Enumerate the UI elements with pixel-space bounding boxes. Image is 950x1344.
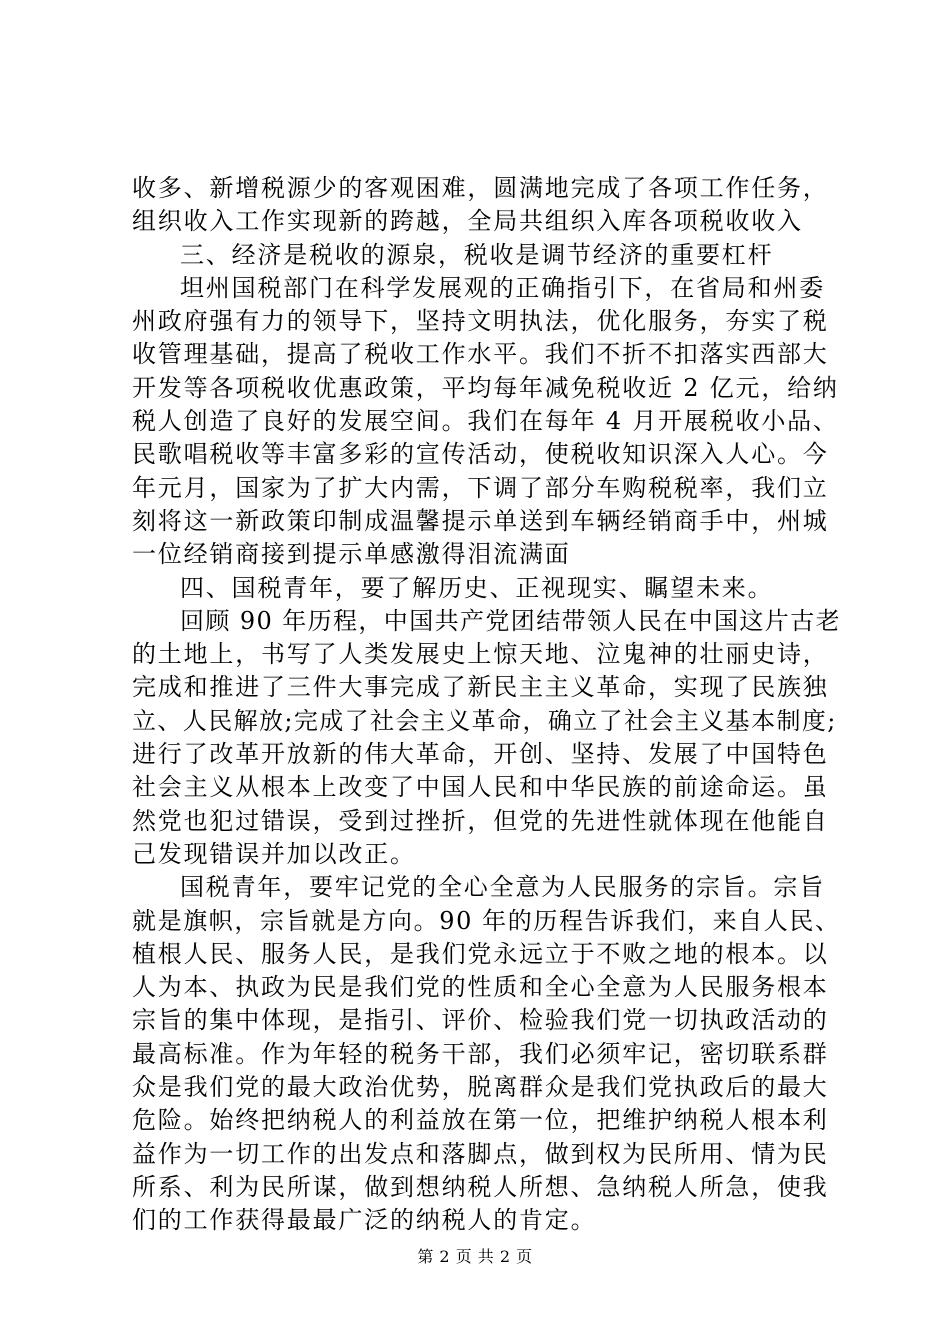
- document-line: 回顾 90 年历程，中国共产党团结带领人民在中国这片古老: [180, 606, 841, 635]
- document-line: 收多、新增税源少的客观困难，圆满地完成了各项工作任务，: [132, 174, 829, 202]
- document-line: 然党也犯过错误，受到过挫折，但党的先进性就体现在他能自: [132, 806, 829, 835]
- document-line: 宗旨的集中体现，是指引、评价、检验我们党一切执政活动的: [132, 1006, 829, 1035]
- document-body: [132, 172, 842, 1238]
- document-line: 三、经济是税收的源泉，税收是调节经济的重要杠杆: [180, 240, 774, 269]
- document-line: 所系、利为民所谋，做到想纳税人所想、急纳税人所急，使我: [132, 1172, 829, 1201]
- document-line: 州政府强有力的领导下，坚持文明执法，优化服务，夯实了税: [132, 307, 829, 336]
- document-line: 众是我们党的最大政治优势，脱离群众是我们党执政后的最大: [132, 1073, 829, 1102]
- document-line: 四、国税青年，要了解历史、正视现实、瞩望未来。: [180, 573, 774, 602]
- document-line: 收管理基础，提高了税收工作水平。我们不折不扣落实西部大: [132, 340, 829, 369]
- document-line: 益作为一切工作的出发点和落脚点，做到权为民所用、情为民: [132, 1139, 829, 1168]
- document-line: 立、人民解放;完成了社会主义革命，确立了社会主义基本制度;: [132, 706, 837, 735]
- document-line: 组织收入工作实现新的跨越，全局共组织入库各项税收收入: [132, 207, 803, 236]
- page-footer: 第 2 页 共 2 页: [417, 1247, 533, 1266]
- document-line: 一位经销商接到提示单感激得泪流满面: [132, 540, 571, 569]
- document-line: 年元月，国家为了扩大内需，下调了部分车购税税率，我们立: [132, 473, 829, 502]
- document-line: 们的工作获得最最广泛的纳税人的肯定。: [132, 1206, 597, 1235]
- document-line: 坦州国税部门在科学发展观的正确指引下，在省局和州委: [180, 273, 825, 302]
- document-line: 就是旗帜，宗旨就是方向。90 年的历程告诉我们，来自人民、: [132, 906, 841, 935]
- document-line: 社会主义从根本上改变了中国人民和中华民族的前途命运。虽: [132, 773, 829, 802]
- document-line: 己发现错误并加以改正。: [132, 839, 416, 868]
- document-line: 进行了改革开放新的伟大革命，开创、坚持、发展了中国特色: [132, 740, 829, 769]
- document-line: 国税青年，要牢记党的全心全意为人民服务的宗旨。宗旨: [180, 873, 825, 902]
- document-line: 人为本、执政为民是我们党的性质和全心全意为人民服务根本: [132, 973, 829, 1002]
- document-line: 最高标准。作为年轻的税务干部，我们必须牢记，密切联系群: [132, 1039, 829, 1068]
- document-line: 税人创造了良好的发展空间。我们在每年 4 月开展税收小品、: [132, 407, 839, 436]
- document-line: 危险。始终把纳税人的利益放在第一位，把维护纳税人根本利: [132, 1106, 829, 1135]
- document-line: 刻将这一新政策印制成温馨提示单送到车辆经销商手中，州城: [132, 506, 829, 535]
- document-line: 植根人民、服务人民，是我们党永远立于不败之地的根本。以: [132, 939, 829, 968]
- document-line: 完成和推进了三件大事完成了新民主主义革命，实现了民族独: [132, 673, 829, 702]
- document-line: 开发等各项税收优惠政策，平均每年减免税收近 2 亿元，给纳: [132, 373, 839, 402]
- document-line: 的土地上，书写了人类发展史上惊天地、泣鬼神的壮丽史诗，: [132, 640, 829, 669]
- document-line: 民歌唱税收等丰富多彩的宣传活动，使税收知识深入人心。今: [132, 440, 829, 469]
